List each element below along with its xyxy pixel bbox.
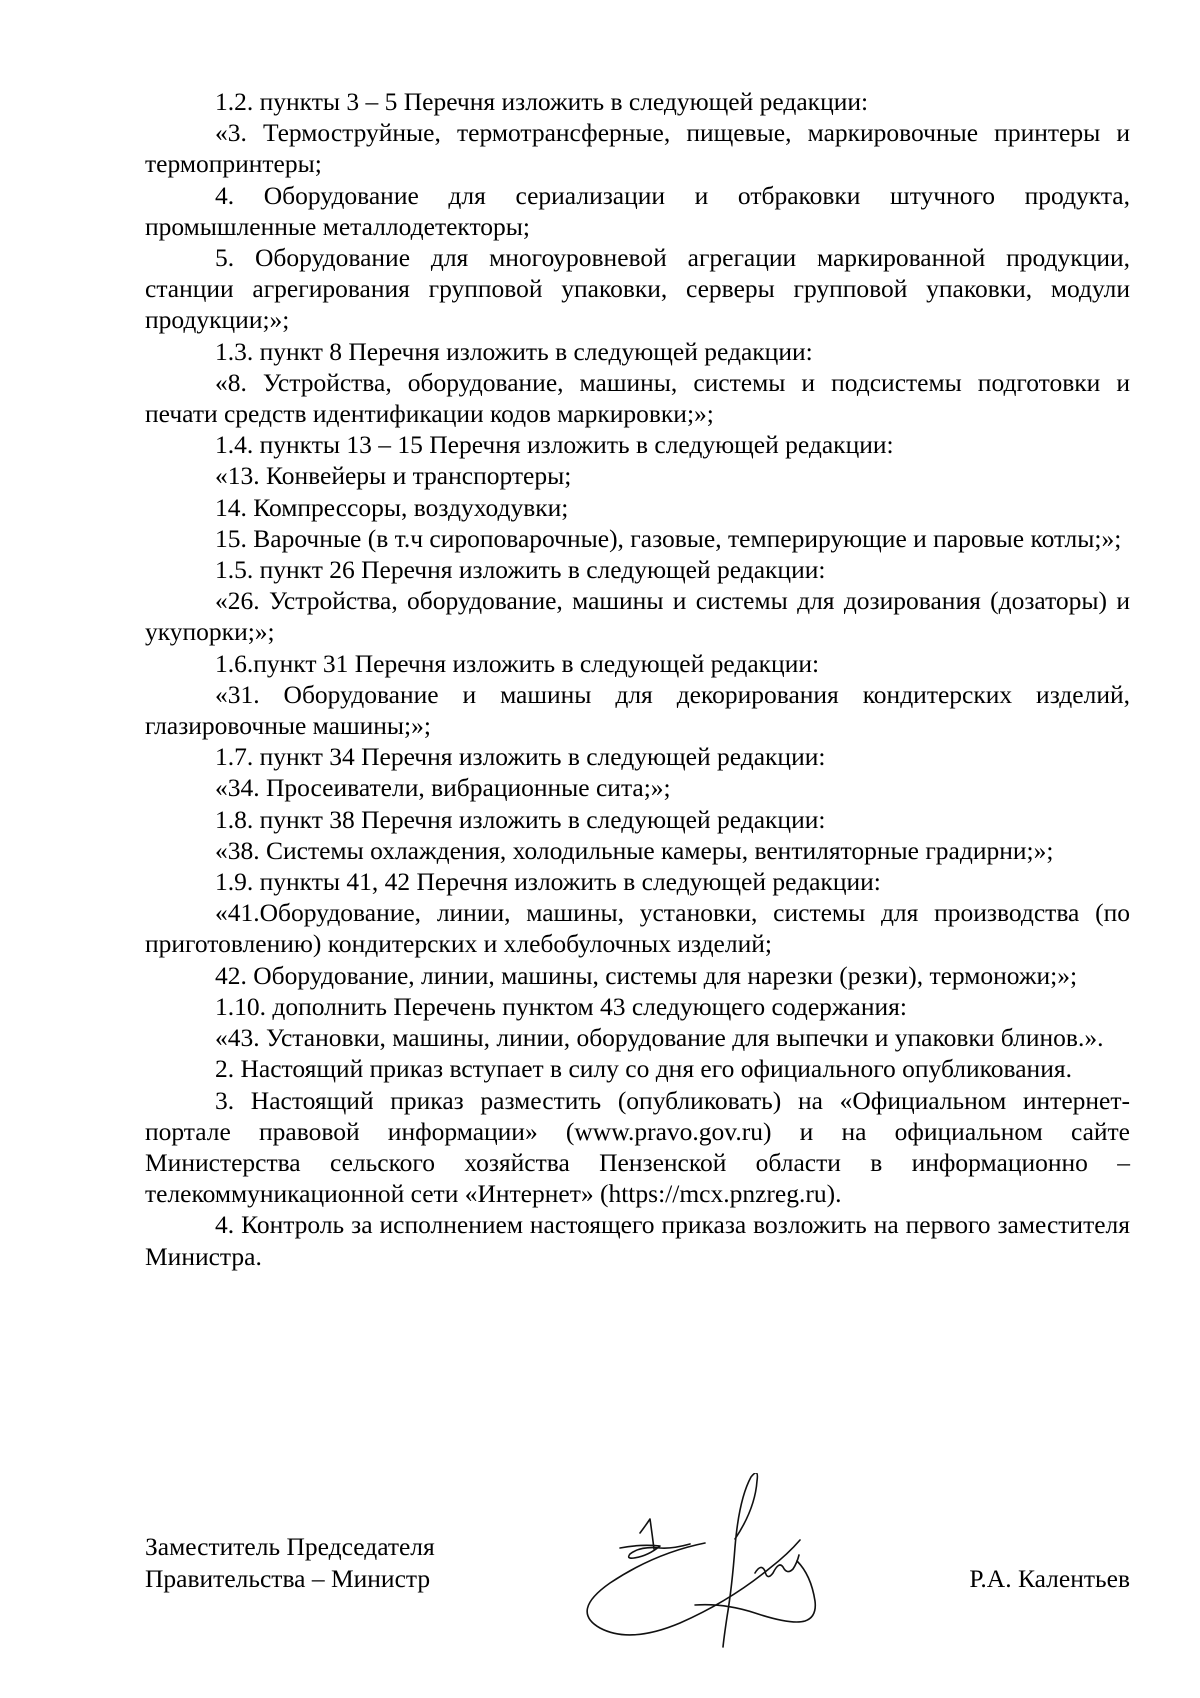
paragraph-item-31: «31. Оборудование и машины для декорирования кондитерских изделий, глазировочные машины;»; — [145, 679, 1130, 741]
signatory-title-line-1: Заместитель Председателя — [145, 1532, 435, 1561]
signatory-name: Р.А. Калентьев — [969, 1564, 1130, 1593]
paragraph-item-34: «34. Просеиватели, вибрационные сита;»; — [215, 773, 671, 803]
paragraph-1-4: 1.4. пункты 13 – 15 Перечня изложить в следующей редакции: — [215, 430, 894, 460]
paragraph-item-43: «43. Установки, машины, линии, оборудование для выпечки и упаковки блинов.». — [215, 1023, 1104, 1053]
paragraph-item-26: «26. Устройства, оборудование, машины и системы для дозирования (дозаторы) и укупорки;»; — [145, 586, 1130, 647]
paragraph-item-8: «8. Устройства, оборудование, машины, системы и подсистемы подготовки и печати средств идентификации кодов маркировки;»; — [145, 367, 1130, 429]
paragraph-1-2: 1.2. пункты 3 – 5 Перечня изложить в следующей редакции: — [215, 87, 869, 116]
paragraph-item-3: «3. Термоструйные, термотрансферные, пищевые, маркировочные принтеры и термопринтеры; — [145, 118, 1130, 179]
handwritten-signature-icon — [585, 1473, 915, 1658]
paragraph-1-6: 1.6.пункт 31 Перечня изложить в следующей редакции: — [215, 648, 820, 678]
paragraph-1-5: 1.5. пункт 26 Перечня изложить в следующей редакции: — [215, 555, 826, 585]
paragraph-4: 4. Контроль за исполнением настоящего приказа возложить на первого заместителя Министра. — [145, 1210, 1130, 1271]
signatory-title-line-2: Правительства – Министр — [145, 1564, 431, 1593]
paragraph-item-41: «41.Оборудование, линии, машины, установки, системы для производства (по приготовлению) кондитерских и хлебобулочных изделий; — [145, 898, 1130, 959]
paragraph-item-42: 42. Оборудование, линии, машины, системы для нарезки (резки), термоножи;»; — [215, 960, 1078, 990]
paragraph-item-38: «38. Системы охлаждения, холодильные камеры, вентиляторные градирни;»; — [215, 835, 1054, 865]
paragraph-2: 2. Настоящий приказ вступает в силу со дня его официального опубликования. — [215, 1054, 1072, 1084]
paragraph-item-4: 4. Оборудование для сериализации и отбраковки штучного продукта, промышленные металлодетекторы; — [145, 180, 1130, 241]
paragraph-item-14: 14. Компрессоры, воздуходувки; — [215, 492, 569, 522]
signature-block — [145, 1505, 1130, 1685]
paragraph-3: 3. Настоящий приказ разместить (опубликовать) на «Официальном интернет-портале правовой информации» (www.pravo.gov.ru) и на официальном сайте Министерства сельского хозяйства Пензенской области в информационно – телекоммуникационной сети «Интернет» (https://mcx.pnzreg.ru). — [145, 1085, 1130, 1209]
paragraph-item-5: 5. Оборудование для многоуровневой агрегации маркированной продукции, станции агрегирования групповой упаковки, серверы групповой упаковки, модули продукции;»; — [145, 243, 1130, 335]
document-body — [145, 86, 1130, 1272]
paragraph-1-9: 1.9. пункты 41, 42 Перечня изложить в следующей редакции: — [215, 867, 881, 897]
paragraph-1-8: 1.8. пункт 38 Перечня изложить в следующей редакции: — [215, 804, 826, 834]
paragraph-item-13: «13. Конвейеры и транспортеры; — [215, 461, 572, 491]
paragraph-item-15: 15. Варочные (в т.ч сироповарочные), газовые, темперирующие и паровые котлы;»; — [215, 523, 1122, 553]
paragraph-1-10: 1.10. дополнить Перечень пунктом 43 следующего содержания: — [215, 991, 907, 1021]
paragraph-1-7: 1.7. пункт 34 Перечня изложить в следующей редакции: — [215, 742, 826, 772]
signatory-title — [145, 1531, 435, 1595]
paragraph-1-3: 1.3. пункт 8 Перечня изложить в следующей редакции: — [215, 336, 813, 366]
